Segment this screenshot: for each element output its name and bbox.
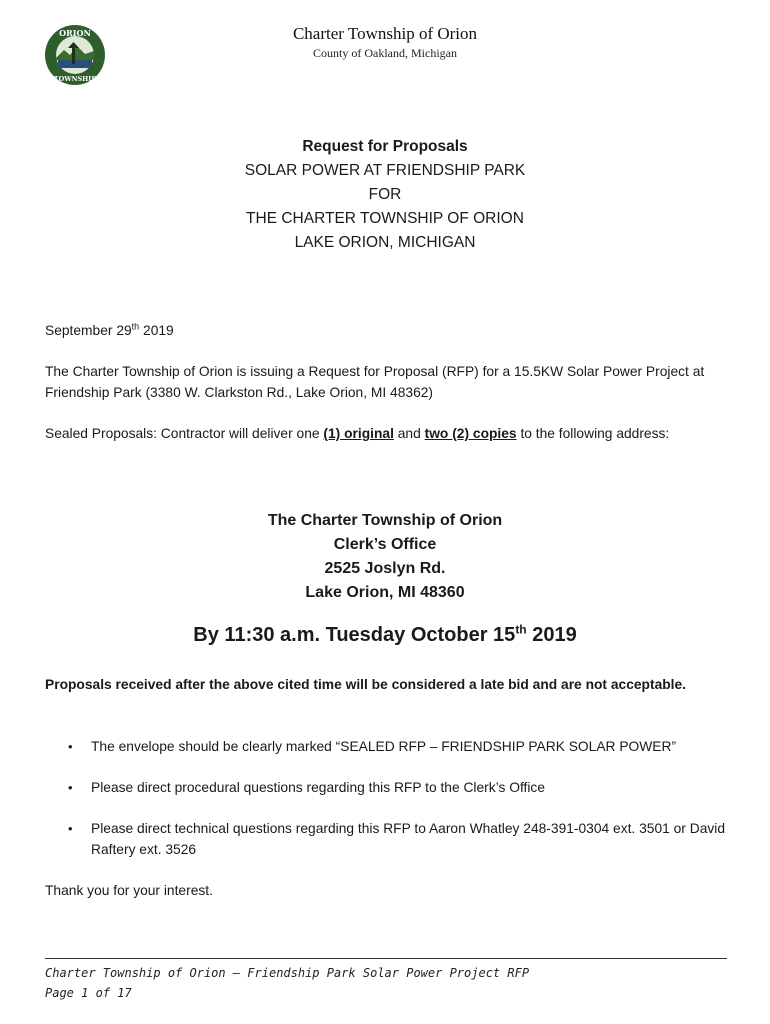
rfp-line-4: LAKE ORION, MICHIGAN: [294, 234, 476, 251]
deadline-suffix: th: [515, 622, 527, 637]
logo-text-top: ORION: [59, 28, 91, 38]
instructions-list: [45, 736, 735, 880]
deadline-prefix: By 11:30 a.m. Tuesday October 15: [193, 624, 516, 646]
bullet-icon: •: [68, 821, 73, 836]
deadline-year: 2019: [526, 624, 577, 646]
list-item-text: The envelope should be clearly marked “SEALED RFP – FRIENDSHIP PARK SOLAR POWER”: [91, 739, 677, 754]
list-item-text: Please direct technical questions regarding this RFP to Aaron Whatley 248-391-0304 ext. 3501 or David Raftery ext. 3526: [91, 821, 726, 857]
rfp-line-2: FOR: [368, 186, 402, 203]
sealed-text-before: Sealed Proposals: Contractor will deliver one: [45, 426, 324, 441]
issue-date-year: 2019: [139, 323, 174, 338]
original-count: (1) original: [323, 426, 394, 441]
list-item: [45, 777, 735, 798]
copies-count: two (2) copies: [424, 426, 517, 441]
bullet-icon: •: [68, 780, 73, 795]
address-line-3: 2525 Joslyn Rd.: [324, 560, 446, 577]
address-line-2: Clerk’s Office: [333, 536, 437, 553]
sealed-text-after: to the following address:: [516, 426, 670, 441]
letterhead-subtitle: County of Oakland, Michigan: [313, 46, 457, 60]
list-item: [45, 736, 735, 757]
list-item-text: Please direct procedural questions regarding this RFP to the Clerk’s Office: [91, 780, 545, 795]
footer-title: Charter Township of Orion – Friendship Park Solar Power Project RFP: [45, 966, 530, 980]
page-number: Page 1 of 17: [45, 986, 132, 1000]
rfp-title-block: [0, 135, 770, 255]
sealed-proposals-paragraph: [45, 423, 735, 444]
bullet-icon: •: [68, 739, 73, 754]
rfp-line-3: THE CHARTER TOWNSHIP OF ORION: [246, 210, 524, 227]
delivery-address: [0, 509, 770, 605]
sealed-text-and: and: [393, 426, 425, 441]
late-bid-notice: Proposals received after the above cited time will be considered a late bid and are not acceptable.: [45, 677, 687, 692]
closing-line: Thank you for your interest.: [45, 883, 213, 898]
rfp-line-1: SOLAR POWER AT FRIENDSHIP PARK: [244, 162, 526, 179]
address-line-1: The Charter Township of Orion: [267, 512, 503, 529]
footer-divider: [45, 958, 727, 959]
rfp-heading: Request for Proposals: [302, 138, 468, 155]
submission-deadline: [0, 624, 770, 647]
page-footer: [45, 963, 529, 1003]
address-line-4: Lake Orion, MI 48360: [305, 584, 465, 601]
issue-date-prefix: September 29: [45, 323, 132, 338]
logo-text-bottom: TOWNSHIP: [53, 75, 97, 83]
intro-paragraph: The Charter Township of Orion is issuing a Request for Proposal (RFP) for a 15.5KW Solar Power Project at Friendship Park (3380 W. Clarkston Rd., Lake Orion, MI 48362): [45, 364, 705, 400]
letterhead-title: Charter Township of Orion: [292, 24, 478, 43]
issue-date-suffix: th: [131, 321, 140, 332]
issue-date: [45, 320, 735, 341]
list-item: [45, 818, 735, 860]
